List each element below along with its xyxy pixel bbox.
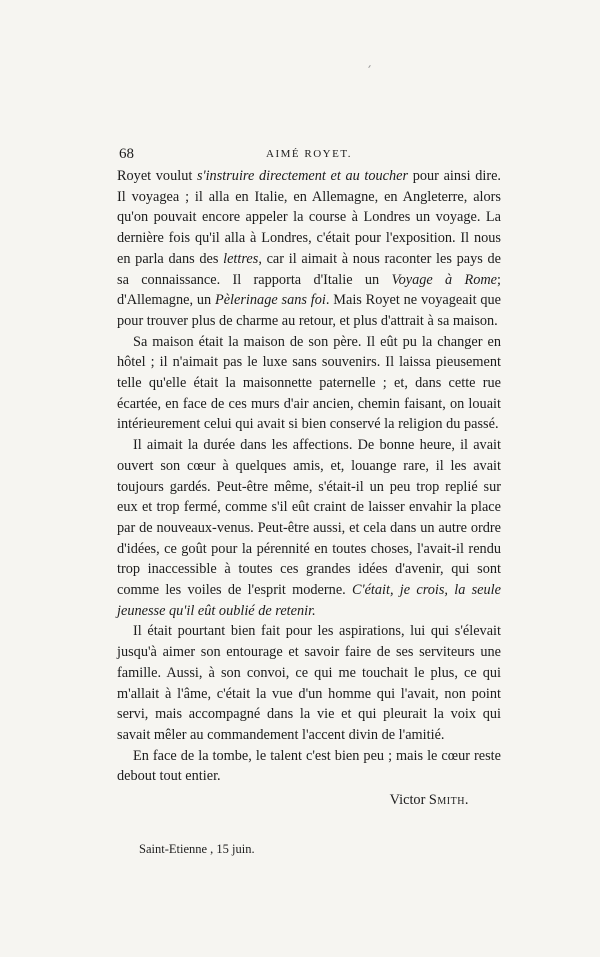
paragraph xyxy=(117,435,501,621)
signature-first-name: Victor xyxy=(389,792,426,809)
body-text xyxy=(117,166,501,787)
page-number: 68 xyxy=(119,146,134,162)
running-title: AIMÉ ROYET. xyxy=(266,148,352,160)
italic-text: s'instruire directement et au toucher xyxy=(196,168,409,184)
paragraph xyxy=(117,746,501,787)
text-run: . Mais Royet ne voyageait que pour trouver plus de charme au retour, et plus d'attrait à sa maison. xyxy=(117,292,502,329)
signature-surname: Smith. xyxy=(428,792,469,809)
paper-speck xyxy=(368,65,371,68)
text-run: Sa maison était la maison de son père. Il eût pu la changer en hôtel ; il n'aimait pas le luxe sans souvenirs. Il laissa pieusement telle qu'elle était la maisonnette paternelle ; et, dans cette rue écartée, en face de ces murs d'air ancien, chemin faisant, on louait intérieurement celui qui avait si bien conservé la religion du passé. xyxy=(117,333,501,433)
book-page xyxy=(117,146,501,857)
running-head xyxy=(117,146,501,166)
italic-text: Pèlerinage sans foi xyxy=(214,292,326,309)
italic-text: Voyage à Rome xyxy=(391,271,498,288)
text-run: Il aimait la durée dans les affections. De bonne heure, il avait ouvert son cœur à quelques amis, et, louange rare, il les avait toujours gardés. Peut-être même, s'était-il un peu trop replié sur eux et trop fermé, comme s'il eût craint de laisser envahir la place par de nouveaux-venus. Peut-être aussi, et cela dans un autre ordre d'idées, ce goût pour la pérennité en toutes choses, l'avait-il rendu trop inaccessible à toutes ces grandes idées d'avenir, qui sont comme les voiles de l'esprit moderne. xyxy=(117,437,501,599)
dateline: Saint-Etienne , 15 juin. xyxy=(139,842,255,857)
text-run: , car il aimait à nous raconter les pays de sa connaissance. Il rapporta d'Italie un xyxy=(117,250,501,288)
signature xyxy=(117,790,501,810)
paragraph xyxy=(117,166,501,332)
italic-text: C'était, je crois, la seule jeunesse qu'il eût oublié de retenir. xyxy=(117,582,501,619)
paragraph xyxy=(117,621,501,745)
text-run: pour ainsi dire. Il voyagea ; il alla en Italie, en Allemagne, en Angleterre, alors qu'on pouvait encore appeler la course à Londres un voyage. La dernière fois qu'il alla à Londres, c'était pour l'exposition. Il nous en parla dans des xyxy=(117,168,502,267)
text-run: Royet voulut xyxy=(117,168,197,184)
text-run: En face de la tombe, le talent c'est bien peu ; mais le cœur reste debout tout entier. xyxy=(117,747,501,785)
paragraph xyxy=(117,332,501,436)
text-run: Il était pourtant bien fait pour les aspirations, lui qui s'élevait jusqu'à aimer son entourage et savoir faire de ses serviteurs une famille. Aussi, à son convoi, ce qui me touchait le plus, ce qui m'allait à l'âme, c'était la vue d'un homme qui l'avait, non point servi, mais accompagné dans la vie et qui pleurait la voix qui savait mêler au commandement l'accent divin de l'amitié. xyxy=(117,623,501,743)
italic-text: lettres xyxy=(223,250,259,267)
text-run: ; d'Allemagne, un xyxy=(117,271,501,309)
